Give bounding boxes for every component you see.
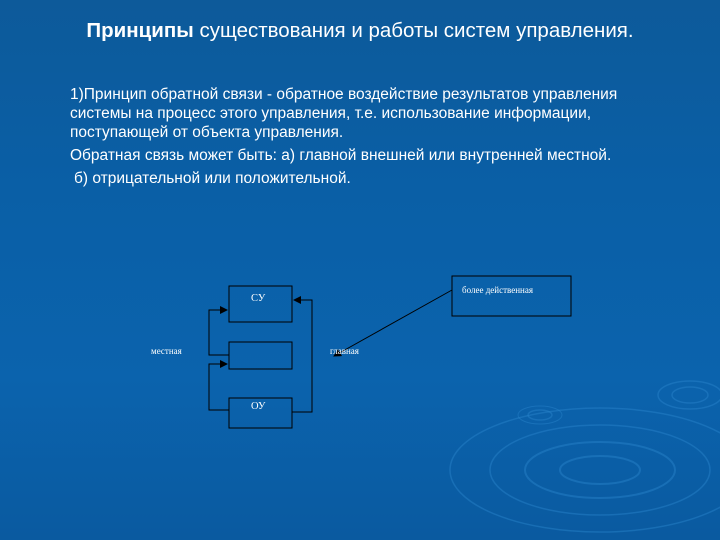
label-more-effective: более действенная [462, 285, 533, 295]
loop-left-upper [209, 310, 229, 355]
loop-right-main [292, 300, 312, 412]
label-main: главная [330, 346, 359, 356]
label-ou: ОУ [251, 401, 266, 412]
paragraph-principle: 1)Принцип обратной связи - обратное воздействие результатов управления системы на процесс этого управления, т.е. использование информации, поступающей от объекта управления. [70, 86, 618, 141]
paragraph-feedback-sign: б) отрицательной или положительной. [74, 170, 351, 187]
label-su: СУ [251, 293, 266, 304]
loop-left-lower [209, 364, 229, 410]
title-bold: Принципы [86, 19, 194, 42]
box-middle [229, 342, 292, 369]
box-control-system [229, 286, 292, 322]
callout-box [452, 276, 571, 316]
paragraph-feedback-types: Обратная связь может быть: а) главной внешней или внутренней местной. [70, 147, 612, 164]
label-local: местная [151, 346, 182, 356]
title-rest: существования и работы систем управления. [193, 19, 634, 42]
